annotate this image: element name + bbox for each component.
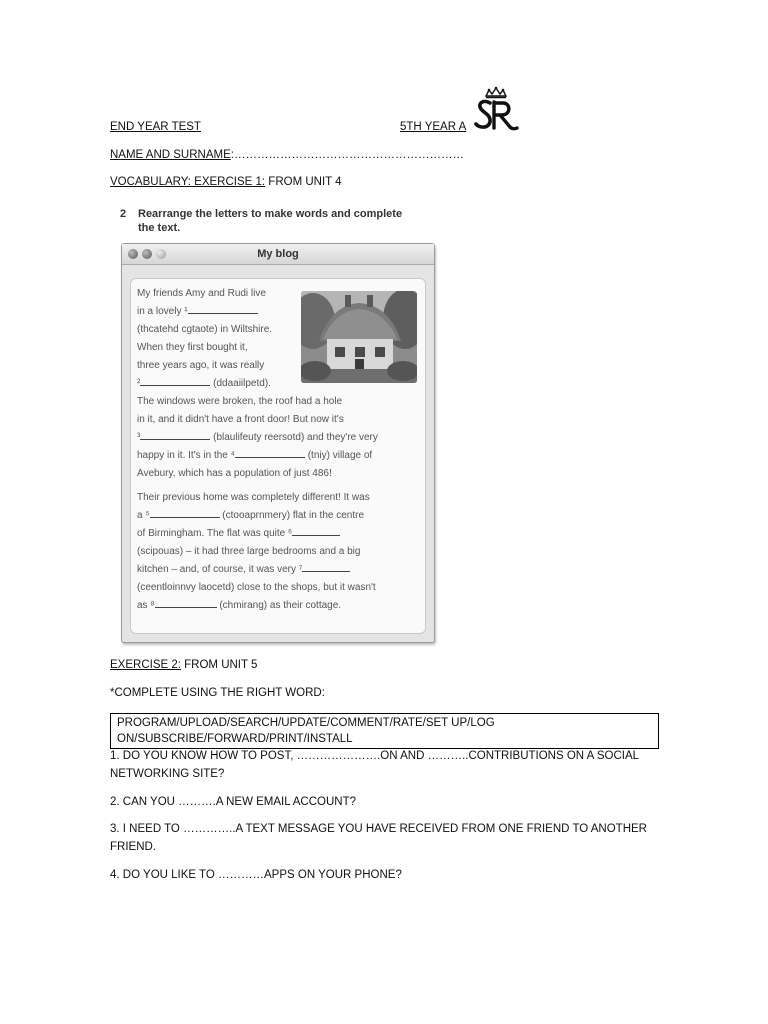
blog-line-12: Their previous home was completely different! It was: [137, 492, 370, 503]
blog-line-17: (ceentloinnvy laocetd) close to the shops, but it wasn't: [137, 582, 376, 593]
blank-5: [150, 508, 220, 518]
exercise-instruction-line2: the text.: [138, 222, 181, 234]
blog-body: [130, 278, 426, 634]
exercise2-instruction: *COMPLETE USING THE RIGHT WORD:: [110, 687, 325, 699]
vocabulary-heading: [110, 176, 342, 188]
question-1: 1. DO YOU KNOW HOW TO POST, ………………….ON AND ………..CONTRIBUTIONS ON A SOCIAL NETWORKING SITE?: [110, 750, 639, 780]
blog-line-13: a ⁵ (ctooaprnmery) flat in the centre: [137, 510, 365, 521]
blog-line-16: kitchen – and, of course, it was very ⁷: [137, 561, 350, 579]
exercise2-heading-line: [110, 659, 257, 671]
blog-window: [121, 243, 435, 643]
question-2: 2. CAN YOU ……….A NEW EMAIL ACCOUNT?: [110, 796, 357, 808]
blog-line-9: ³ (blaulifeuty reersotd) and they're very: [137, 432, 378, 443]
word-bank-line1: PROGRAM/UPLOAD/SEARCH/UPDATE/COMMENT/RATE/SET UP/LOG: [117, 717, 495, 729]
blog-line-18: as ⁸ (chmirang) as their cottage.: [137, 600, 342, 611]
blog-line-4: When they first bought it,: [137, 342, 248, 353]
name-surname-dots: :……………………………………………………: [230, 149, 464, 161]
exercise1-heading: VOCABULARY: EXERCISE 1:: [110, 176, 266, 188]
exercise2-unit: FROM UNIT 5: [180, 659, 258, 671]
exercise1-textbook-image: [118, 203, 436, 645]
exercise-number: 2: [120, 208, 127, 220]
blank-2: [140, 376, 210, 386]
blog-line-10: happy in it. It's in the ⁴ (tniy) village of: [137, 450, 373, 461]
blog-line-2: in a lovely ¹: [137, 303, 258, 321]
blank-6: [292, 526, 340, 536]
blog-line-15: (scipouas) – it had three large bedrooms and a big: [137, 546, 361, 557]
word-bank-line2: ON/SUBSCRIBE/FORWARD/PRINT/INSTALL: [117, 733, 353, 745]
blog-window-title: My blog: [257, 248, 299, 260]
blog-line-3: (thcatehd cgtaote) in Wiltshire.: [137, 324, 273, 335]
exercise1-unit: FROM UNIT 4: [265, 176, 342, 188]
blog-line-6: ² (ddaaiilpetd).: [137, 378, 271, 389]
blank-8: [155, 598, 217, 608]
blank-4: [235, 448, 305, 458]
blog-window-titlebar: [122, 244, 434, 265]
name-surname-label: NAME AND SURNAME: [110, 149, 231, 161]
exercise2-heading: EXERCISE 2:: [110, 659, 181, 671]
blank-3: [140, 430, 210, 440]
question-4: 4. DO YOU LIKE TO …………APPS ON YOUR PHONE?: [110, 869, 402, 881]
cottage-photo: [301, 291, 417, 383]
sr-crown-logo-icon: [472, 86, 520, 134]
question-3: 3. I NEED TO …………..A TEXT MESSAGE YOU HAVE RECEIVED FROM ONE FRIEND TO ANOTHER FRIEND.: [110, 823, 647, 853]
word-bank-box: [110, 713, 659, 749]
blog-line-1: My friends Amy and Rudi live: [137, 288, 266, 299]
blank-1: [188, 304, 258, 314]
blank-7: [302, 562, 350, 572]
blog-line-5: three years ago, it was really: [137, 360, 265, 371]
blog-line-11: Avebury, which has a population of just 486!: [137, 468, 332, 479]
blog-line-7: The windows were broken, the roof had a hole: [137, 396, 343, 407]
exercise-instruction-line1: Rearrange the letters to make words and complete: [138, 208, 403, 220]
test-title: END YEAR TEST: [110, 121, 201, 133]
test-year: 5TH YEAR A: [400, 121, 467, 133]
blog-line-8: in it, and it didn't have a front door! But now it's: [137, 414, 344, 425]
blog-line-14: of Birmingham. The flat was quite ⁶: [137, 525, 340, 543]
name-surname-line: [110, 149, 464, 161]
